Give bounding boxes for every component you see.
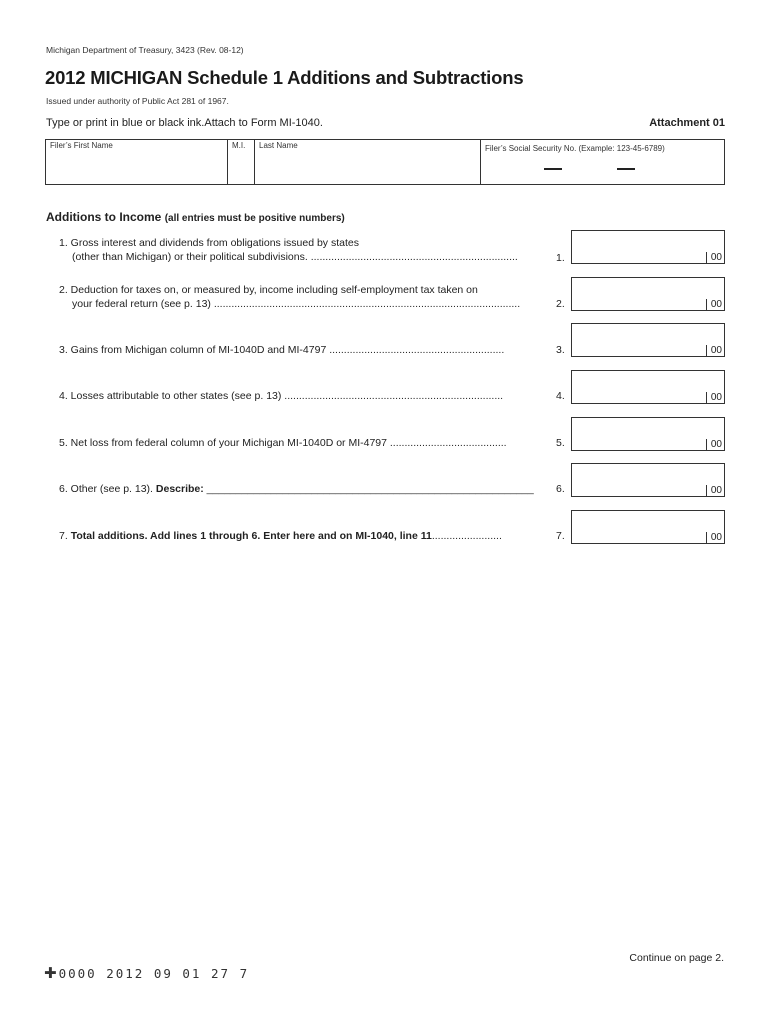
line-3-cents: 00 <box>710 345 722 356</box>
last-name-label: Last Name <box>259 141 298 150</box>
first-name-label: Filer’s First Name <box>50 141 113 150</box>
line-1-cents: 00 <box>710 252 722 263</box>
line-3-description: 3. Gains from Michigan column of MI-1040D and MI-4797 ............................................................ <box>59 344 505 356</box>
line-2-text-b: your federal return (see p. 13) ......................................................................................................... <box>72 297 521 310</box>
ssn-field[interactable] <box>481 140 724 184</box>
line-7-description <box>59 530 543 544</box>
line-1-number: 1. <box>556 252 565 264</box>
line-3-number: 3. <box>556 344 565 356</box>
line-3-amount-input[interactable] <box>571 323 725 357</box>
instructions-text: Type or print in blue or black ink.Attach to Form MI-1040. <box>46 117 323 129</box>
line-4-description: 4. Losses attributable to other states (see p. 13) ........................................................................... <box>59 390 504 402</box>
section-title: Additions to Income <box>46 210 162 224</box>
line-7-cents: 00 <box>710 532 722 543</box>
ssn-separator-dash <box>544 168 562 170</box>
continue-note: Continue on page 2. <box>629 952 724 964</box>
line-4-amount-input[interactable] <box>571 370 725 404</box>
authority-note: Issued under authority of Public Act 281 of 1967. <box>46 96 229 106</box>
cents-divider <box>706 485 707 497</box>
line-7-amount-input[interactable] <box>571 510 725 544</box>
ssn-separator-dash <box>617 168 635 170</box>
line-1-text-a: 1. Gross interest and dividends from obligations issued by states <box>59 237 359 249</box>
cents-divider <box>706 345 707 357</box>
line-4-number: 4. <box>556 390 565 402</box>
line-6-describe-label: Describe: <box>155 483 204 495</box>
page-title: 2012 MICHIGAN Schedule 1 Additions and Subtractions <box>45 67 524 88</box>
cents-divider <box>706 299 707 311</box>
attachment-number: Attachment 01 <box>649 117 725 129</box>
line-2-number: 2. <box>556 298 565 310</box>
line-4-cents: 00 <box>710 392 722 403</box>
section-heading <box>46 210 345 224</box>
line-7-leader-dots: ........................ <box>431 530 502 542</box>
section-note: (all entries must be positive numbers) <box>164 213 345 224</box>
middle-initial-label: M.I. <box>232 141 246 150</box>
last-name-field[interactable] <box>255 140 481 184</box>
line-2-cents: 00 <box>710 299 722 310</box>
line-6-describe-input[interactable]: ________________________________________________________ <box>206 483 534 495</box>
line-1-text-b: (other than Michigan) or their political subdivisions. ....................................................................... <box>72 250 518 263</box>
line-6-amount-input[interactable] <box>571 463 725 497</box>
line-2-description <box>59 284 543 311</box>
line-6-cents: 00 <box>710 485 722 496</box>
line-2-text-a: 2. Deduction for taxes on, or measured by, income including self-employment tax taken on <box>59 284 478 296</box>
plus-icon: ✚ <box>44 964 57 982</box>
form-agency-revision: Michigan Department of Treasury, 3423 (Rev. 08-12) <box>46 45 244 55</box>
barcode-digits: 0000 2012 09 01 27 7 <box>58 966 250 981</box>
line-7-total-label: Total additions. Add lines 1 through 6. Enter here and on MI-1040, line 11 <box>70 530 432 542</box>
line-6-number: 6. <box>556 483 565 495</box>
line-2-amount-input[interactable] <box>571 277 725 311</box>
cents-divider <box>706 392 707 404</box>
line-6-description <box>59 483 543 497</box>
line-1-amount-input[interactable] <box>571 230 725 264</box>
line-5-description: 5. Net loss from federal column of your Michigan MI-1040D or MI-4797 ........................................ <box>59 437 507 449</box>
line-7-text-a: 7. <box>59 530 68 542</box>
line-5-number: 5. <box>556 437 565 449</box>
cents-divider <box>706 532 707 544</box>
filer-info-box <box>45 139 725 185</box>
line-7-number: 7. <box>556 530 565 542</box>
first-name-field[interactable] <box>46 140 228 184</box>
line-5-cents: 00 <box>710 439 722 450</box>
middle-initial-field[interactable] <box>228 140 255 184</box>
line-5-amount-input[interactable] <box>571 417 725 451</box>
cents-divider <box>706 252 707 264</box>
line-1-description <box>59 237 543 264</box>
form-barcode-number <box>44 964 249 982</box>
cents-divider <box>706 439 707 451</box>
ssn-label: Filer’s Social Security No. (Example: 123-45-6789) <box>485 144 665 153</box>
line-6-text-a: 6. Other (see p. 13). <box>59 483 153 495</box>
